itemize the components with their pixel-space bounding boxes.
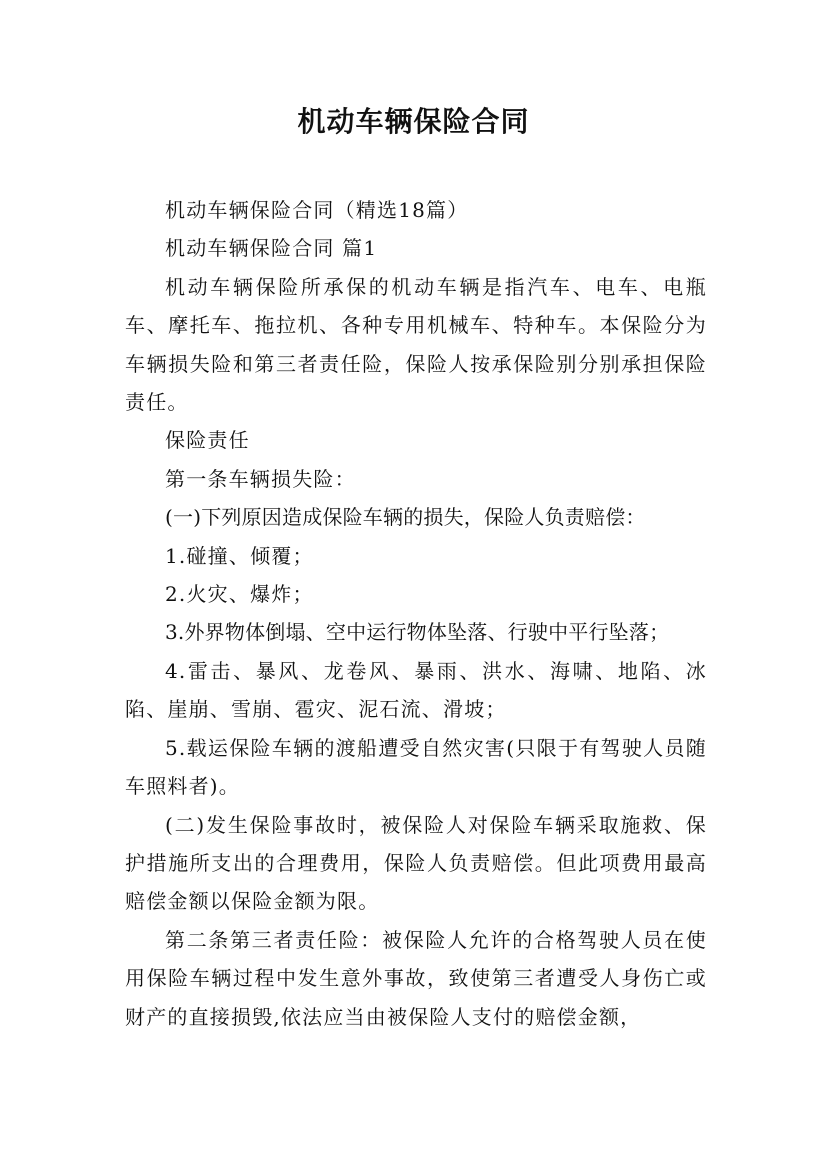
paragraph-item-5: 5.载运保险车辆的渡船遭受自然灾害(只限于有驾驶人员随车照料者)。 — [125, 735, 707, 799]
paragraph-article-2: 第二条第三者责任险：被保险人允许的合格驾驶人员在使用保险车辆过程中发生意外事故，致使第三者遭受人身伤亡或财产的直接损毁,依法应当由被保险人支付的赔偿金额， — [125, 927, 707, 1029]
paragraph-liability-heading: 保险责任 — [165, 428, 250, 453]
paragraph-item-1: 1.碰撞、倾覆； — [165, 543, 314, 568]
paragraph-item-2: 2.火灾、爆炸； — [165, 582, 314, 607]
paragraph-subtitle: 机动车辆保险合同（精选18篇） — [165, 198, 469, 222]
paragraph-item-4: 4.雷击、暴风、龙卷风、暴雨、洪水、海啸、地陷、冰陷、崖崩、雪崩、雹灾、泥石流、滑坡； — [125, 658, 707, 722]
document-body — [125, 191, 707, 1036]
paragraph-item-3: 3.外界物体倒塌、空中运行物体坠落、行驶中平行坠落； — [165, 620, 670, 645]
paragraph-section-heading: 机动车辆保险合同 篇1 — [165, 236, 378, 261]
paragraph-intro: 机动车辆保险所承保的机动车辆是指汽车、电车、电瓶车、摩托车、拖拉机、各种专用机械车、特种车。本保险分为车辆损失险和第三者责任险，保险人按承保险别分别承担保险责任。 — [125, 274, 707, 415]
paragraph-clause-1: (一)下列原因造成保险车辆的损失，保险人负责赔偿： — [165, 505, 646, 530]
document-title: 机动车辆保险合同 — [297, 105, 530, 138]
paragraph-article-1: 第一条车辆损失险： — [165, 466, 356, 491]
paragraph-clause-2: (二)发生保险事故时，被保险人对保险车辆采取施救、保护措施所支出的合理费用，保险人负责赔偿。但此项费用最高赔偿金额以保险金额为限。 — [125, 812, 707, 914]
